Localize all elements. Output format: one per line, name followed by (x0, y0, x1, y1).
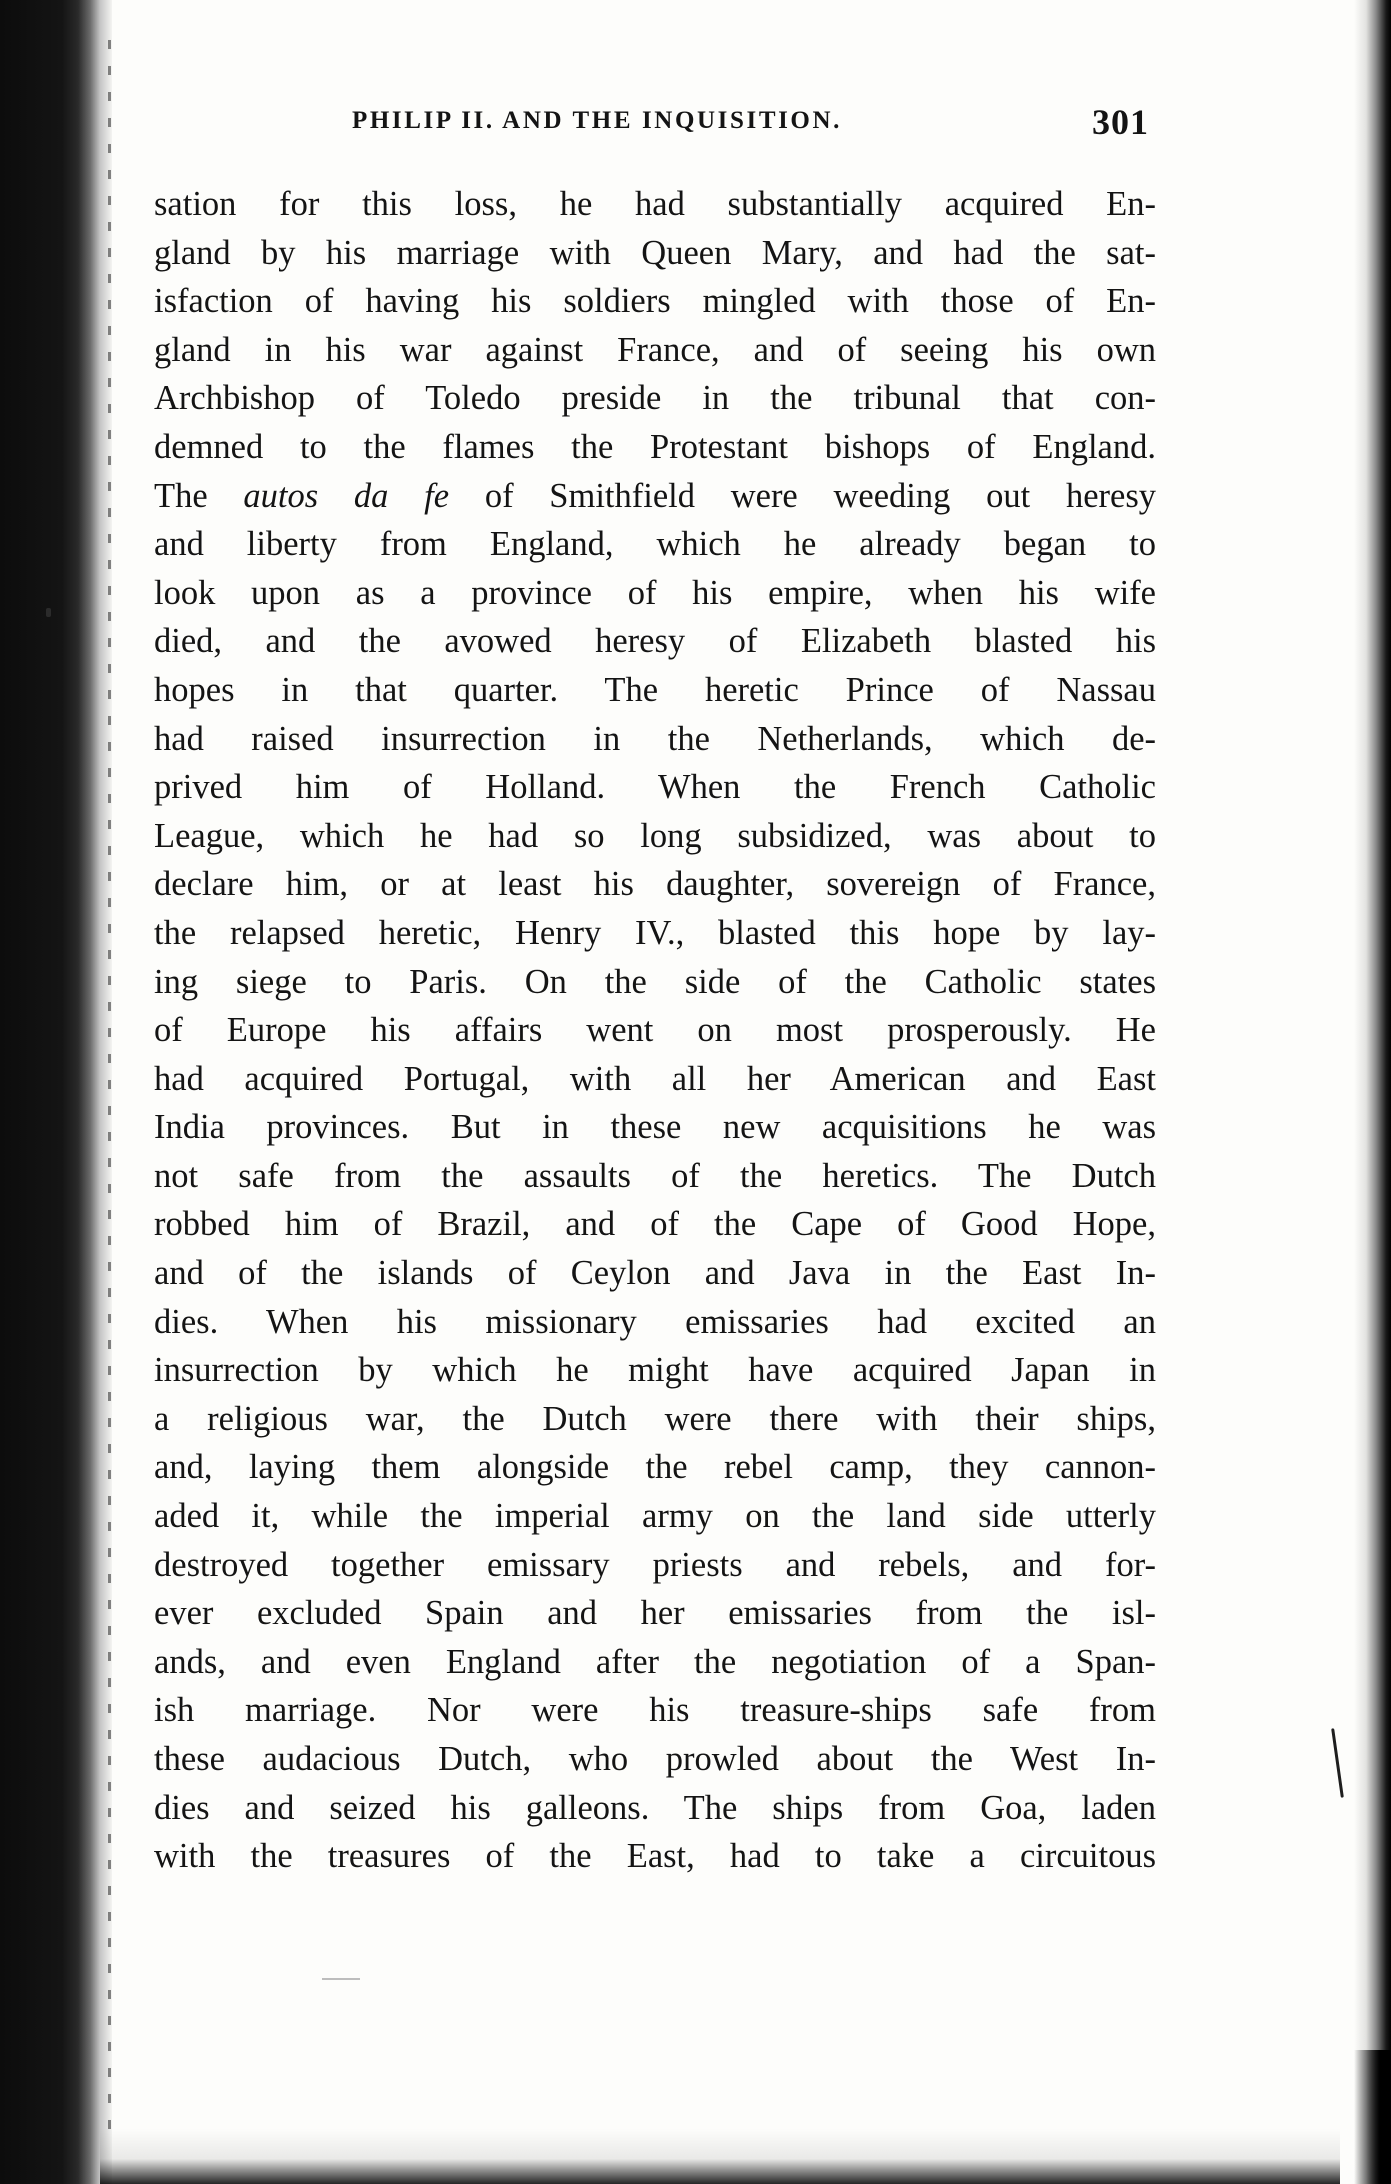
book-binding-edge (0, 0, 112, 2184)
running-head (0, 103, 1391, 143)
page-bottom-shadow (100, 2128, 1340, 2184)
text-line: had acquired Portugal, with all her American and East (154, 1059, 1156, 1098)
text-line: with the treasures of the East, had to take a circuitous (154, 1837, 1156, 1876)
italic-phrase: autos da fe (243, 476, 450, 515)
text-line: of Europe his affairs went on most prosperously. He (154, 1011, 1156, 1050)
text-line: died, and the avowed heresy of Elizabeth blasted his (154, 622, 1156, 661)
text-line: gland by his marriage with Queen Mary, and had the sat- (154, 233, 1156, 272)
text-line: insurrection by which he might have acquired Japan in (154, 1351, 1156, 1390)
text-line: ish marriage. Nor were his treasure-ships safe from (154, 1691, 1156, 1730)
text-line: sation for this loss, he had substantially acquired En- (154, 185, 1156, 223)
text-line: not safe from the assaults of the heretics. The Dutch (154, 1156, 1156, 1195)
text-line: and of the islands of Ceylon and Java in the East In- (154, 1254, 1156, 1293)
text-line: demned to the flames the Protestant bishops of England. (154, 427, 1156, 466)
text-line: robbed him of Brazil, and of the Cape of Good Hope, (154, 1205, 1156, 1244)
margin-pencil-mark (1331, 1728, 1344, 1798)
text-line: ing siege to Paris. On the side of the Catholic states (154, 962, 1156, 1001)
page-number: 301 (1092, 102, 1149, 142)
text-line: had raised insurrection in the Netherlands, which de- (154, 719, 1156, 758)
text-line: ands, and even England after the negotiation of a Span- (154, 1642, 1156, 1681)
stray-ink-dash (322, 1978, 360, 1980)
text-line: isfaction of having his soldiers mingled with those of En- (154, 282, 1156, 321)
text-line: dies. When his missionary emissaries had excited an (154, 1302, 1156, 1341)
text-line: prived him of Holland. When the French Catholic (154, 768, 1156, 807)
text-line: these audacious Dutch, who prowled about the West In- (154, 1740, 1156, 1778)
line-segment: of Smithfield were weeding out heresy (449, 476, 1156, 515)
text-line: India provinces. But in these new acquisitions he was (154, 1108, 1156, 1147)
text-line: the relapsed heretic, Henry IV., blasted this hope by lay- (154, 913, 1156, 952)
text-line: declare him, or at least his daughter, sovereign of France, (154, 865, 1156, 904)
text-line: aded it, while the imperial army on the land side utterly (154, 1497, 1156, 1536)
text-line: a religious war, the Dutch were there with their ships, (154, 1399, 1156, 1438)
line-segment: The (154, 476, 244, 515)
text-line: hopes in that quarter. The heretic Prince of Nassau (154, 670, 1156, 709)
stray-ink-dot (46, 608, 51, 617)
text-line: look upon as a province of his empire, when his wife (154, 573, 1156, 612)
text-line-with-italic (154, 472, 1156, 521)
text-line: Archbishop of Toledo preside in the tribunal that con- (154, 379, 1156, 418)
page-right-edge (1354, 0, 1391, 2184)
text-line: ever excluded Spain and her emissaries from the isl- (154, 1594, 1156, 1633)
text-line: and liberty from England, which he already began to (154, 525, 1156, 564)
text-line: dies and seized his galleons. The ships from Goa, laden (154, 1788, 1156, 1827)
text-line: gland in his war against France, and of seeing his own (154, 330, 1156, 369)
text-line: League, which he had so long subsidized, was about to (154, 816, 1156, 855)
text-line: and, laying them alongside the rebel camp, they cannon- (154, 1448, 1156, 1487)
running-title: PHILIP II. AND THE INQUISITION. (352, 107, 842, 134)
body-text (154, 180, 1156, 1881)
text-line: destroyed together emissary priests and rebels, and for- (154, 1545, 1156, 1584)
